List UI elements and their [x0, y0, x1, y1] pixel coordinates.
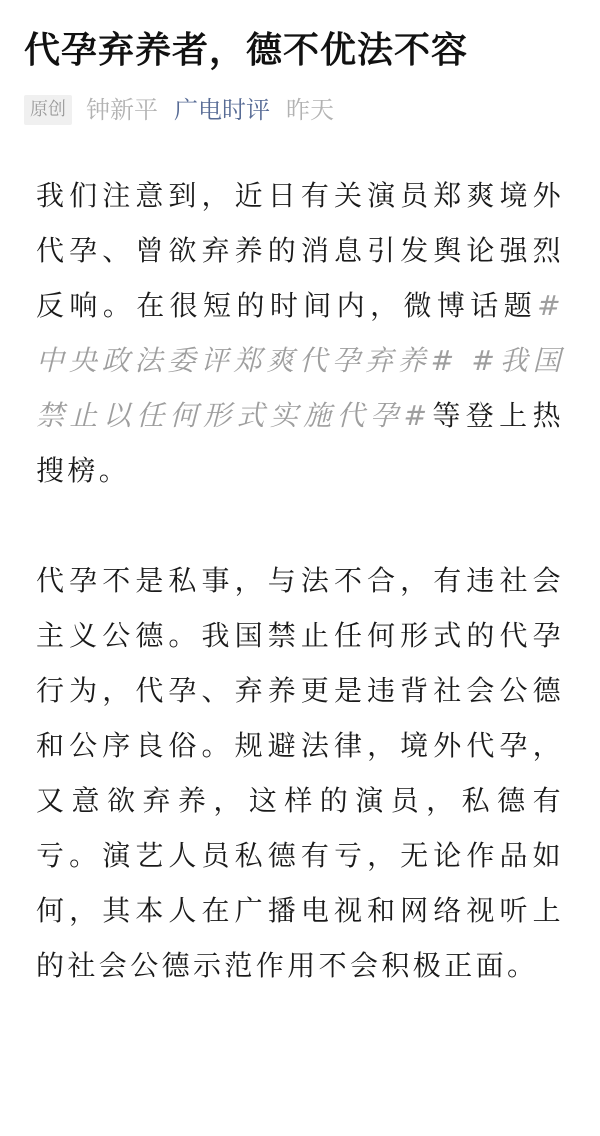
paragraph-1	[36, 168, 564, 498]
original-badge: 原创	[24, 95, 72, 125]
hashtag-link-2[interactable]: #我国禁止以任何形式实施代孕#	[36, 344, 564, 432]
hashtag-separator	[458, 344, 472, 377]
paragraph-1-text-end: 等登上热搜榜。	[36, 399, 564, 487]
publish-time: 昨天	[286, 96, 334, 124]
article-meta	[24, 92, 576, 128]
hashtag-link-1[interactable]: #中央政法委评郑爽代孕弃养#	[36, 289, 564, 377]
article-title: 代孕弃养者，德不优法不容	[24, 30, 469, 71]
article-content	[24, 168, 576, 993]
author-name: 钟新平	[86, 96, 158, 124]
paragraph-1-text-start: 我们注意到，近日有关演员郑爽境外代孕、曾欲弃养的消息引发舆论强烈反响。在很短的时间内，微博话题	[36, 179, 564, 322]
account-link[interactable]: 广电时评	[174, 96, 270, 124]
paragraph-2: 代孕不是私事，与法不合，有违社会主义公德。我国禁止任何形式的代孕行为，代孕、弃养更是违背社会公德和公序良俗。规避法律，境外代孕，又意欲弃养，这样的演员，私德有亏。演艺人员私德有亏，无论作品如何，其本人在广播电视和网络视听上的社会公德示范作用不会积极正面。	[36, 564, 564, 982]
